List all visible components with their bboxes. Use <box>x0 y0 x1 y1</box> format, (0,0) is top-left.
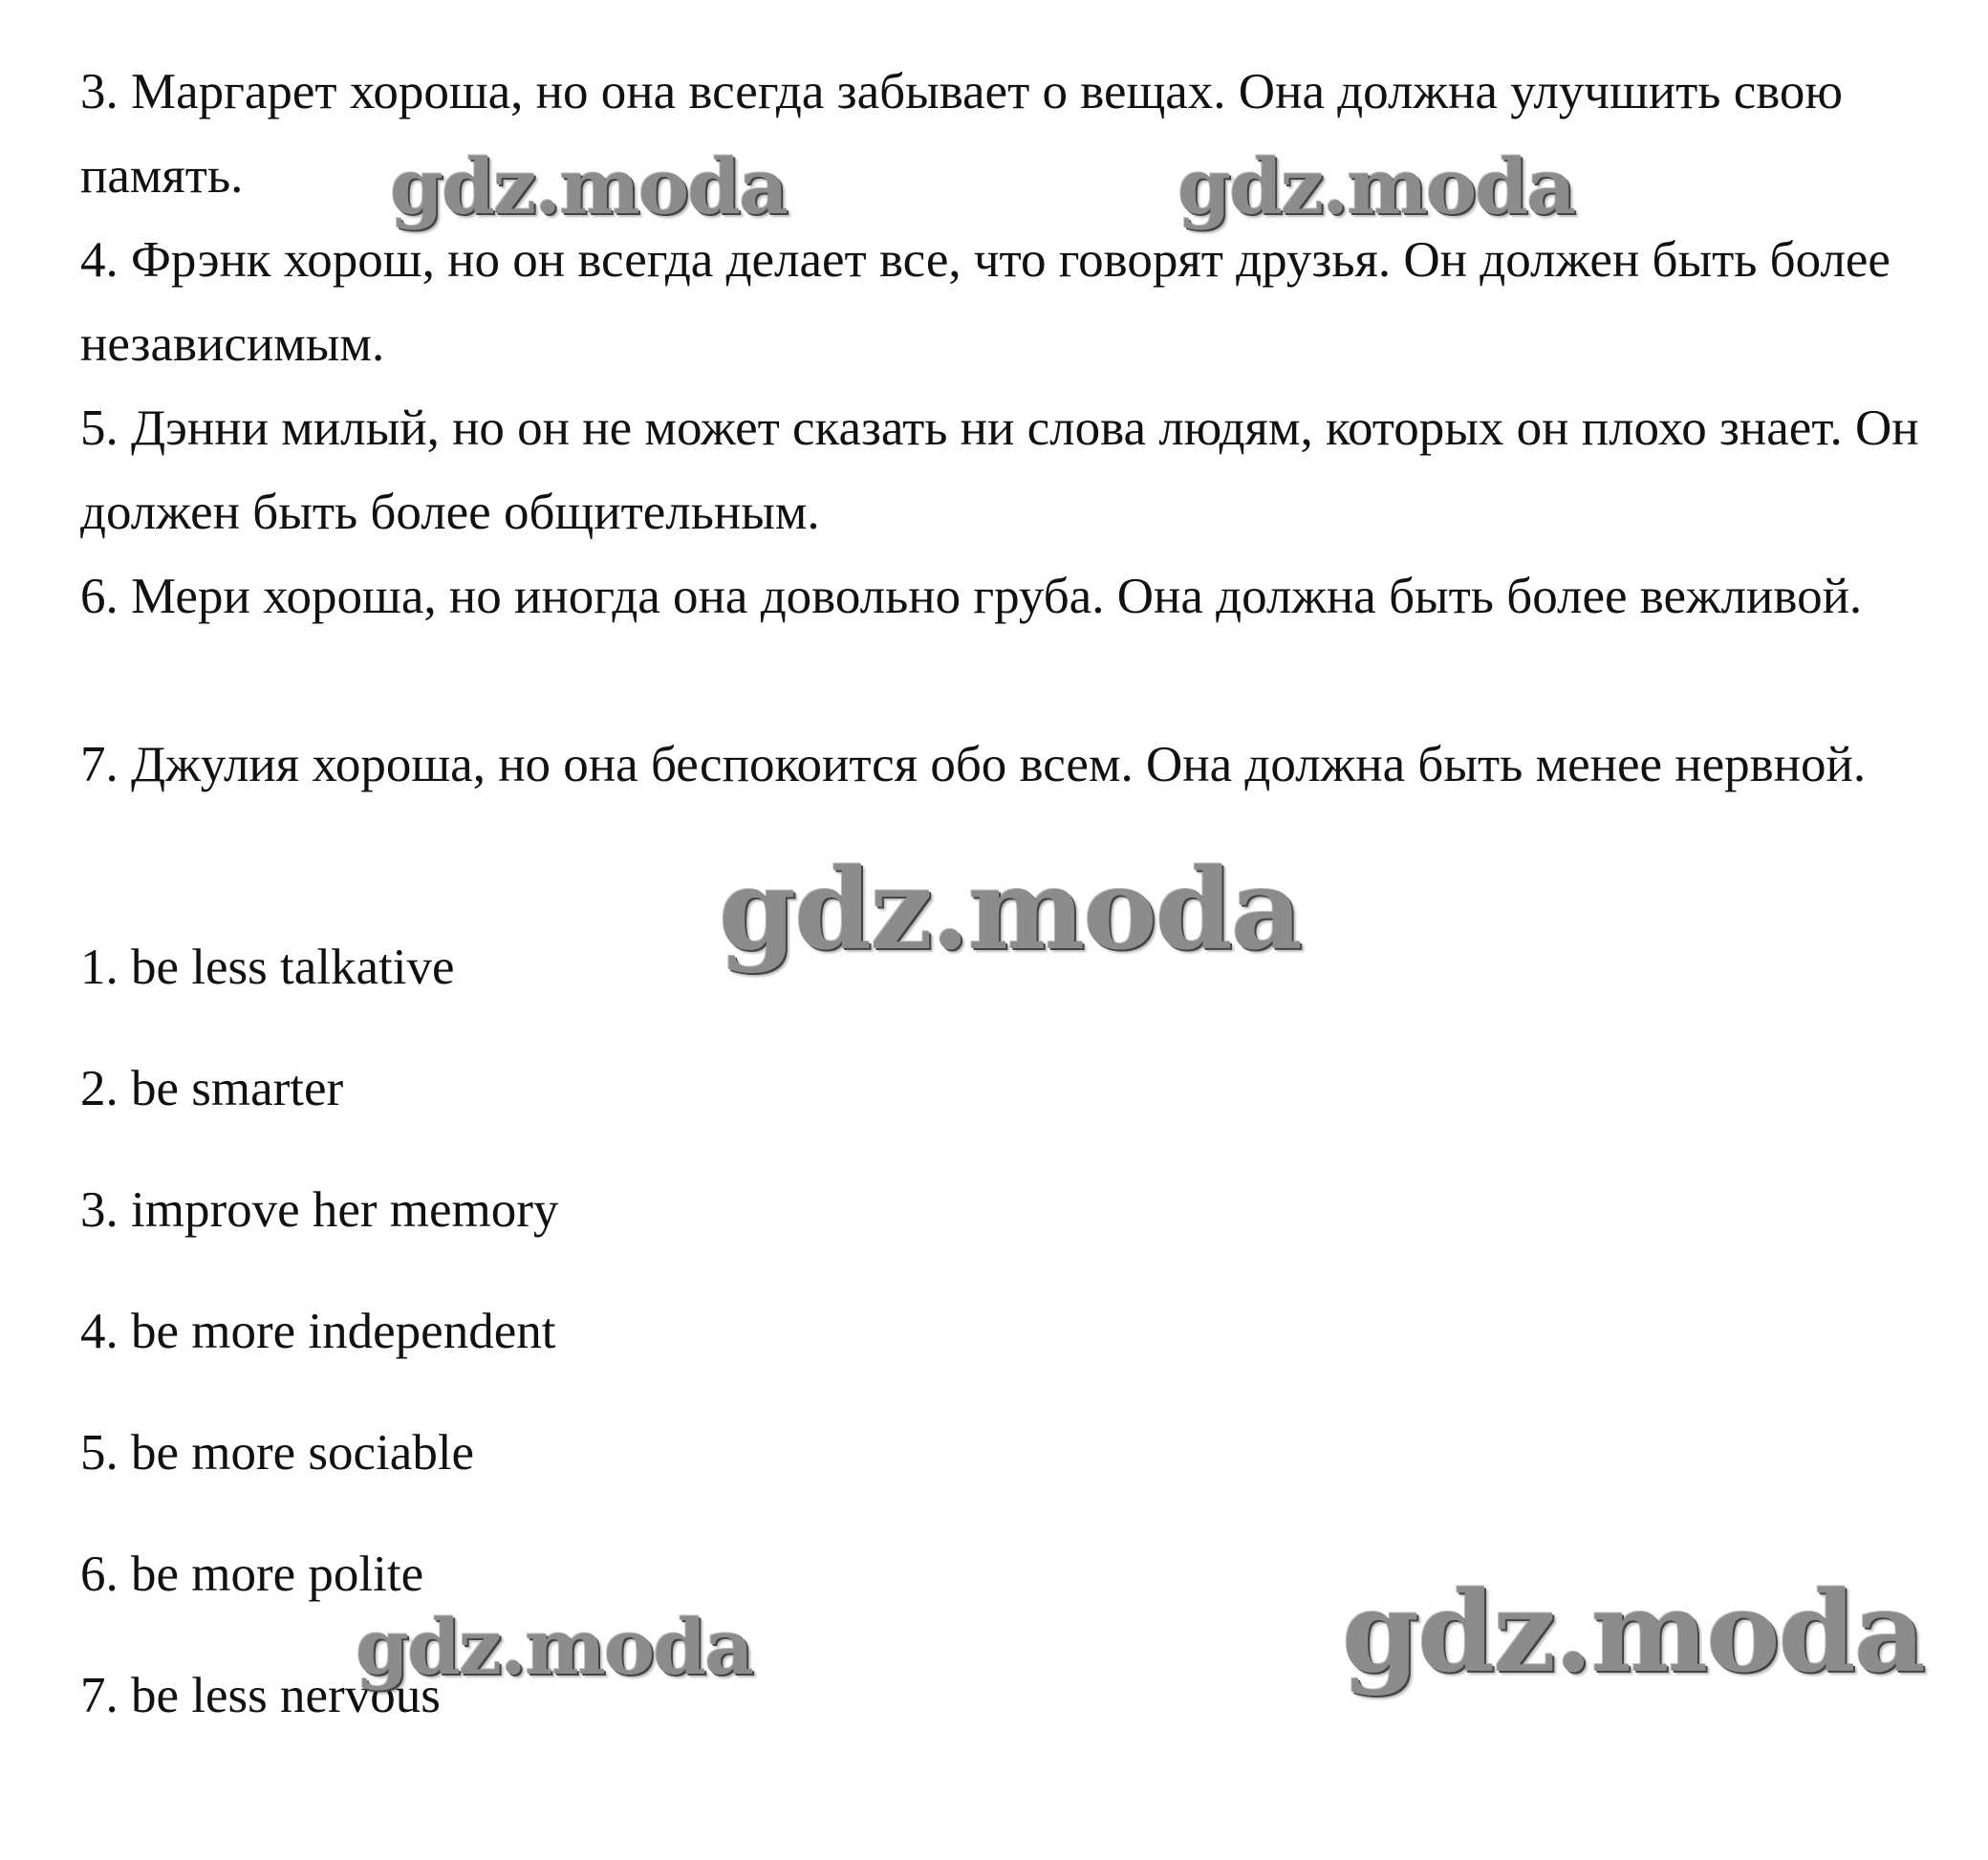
answer-5: 5. be more sociable <box>80 1425 475 1481</box>
watermark-logo: gdz.moda <box>356 1602 752 1692</box>
answer-4: 4. be more independent <box>80 1304 556 1359</box>
answer-6: 6. be more polite <box>80 1546 424 1602</box>
answer-7: 7. be less nervous <box>80 1668 441 1723</box>
watermark-logo: gdz.moda <box>390 141 787 231</box>
watermark-logo: gdz.moda <box>719 845 1301 975</box>
paragraph-7: 7. Джулия хороша, но она беспокоится обо всем. Она должна быть менее нервной. <box>80 737 1867 792</box>
paragraph-4: 4. Фрэнк хорош, но он всегда делает все, что говорят друзья. Он должен быть более независимым. <box>80 232 1891 372</box>
paragraph-3: 3. Маргарет хороша, но она всегда забывает о вещах. Она должна улучшить свою память. <box>80 64 1844 204</box>
watermark-logo: gdz.moda <box>1178 141 1574 231</box>
paragraph-6: 6. Мери хороша, но иногда она довольно груба. Она должна быть более вежливой. <box>80 569 1863 624</box>
answer-1: 1. be less talkative <box>80 940 455 995</box>
answer-3: 3. improve her memory <box>80 1182 559 1238</box>
answer-2: 2. be smarter <box>80 1061 344 1116</box>
watermark-logo: gdz.moda <box>1342 1568 1924 1698</box>
paragraph-5: 5. Дэнни милый, но он не может сказать ни слова людям, которых он плохо знает. Он должен быть более общительным. <box>80 400 1919 540</box>
